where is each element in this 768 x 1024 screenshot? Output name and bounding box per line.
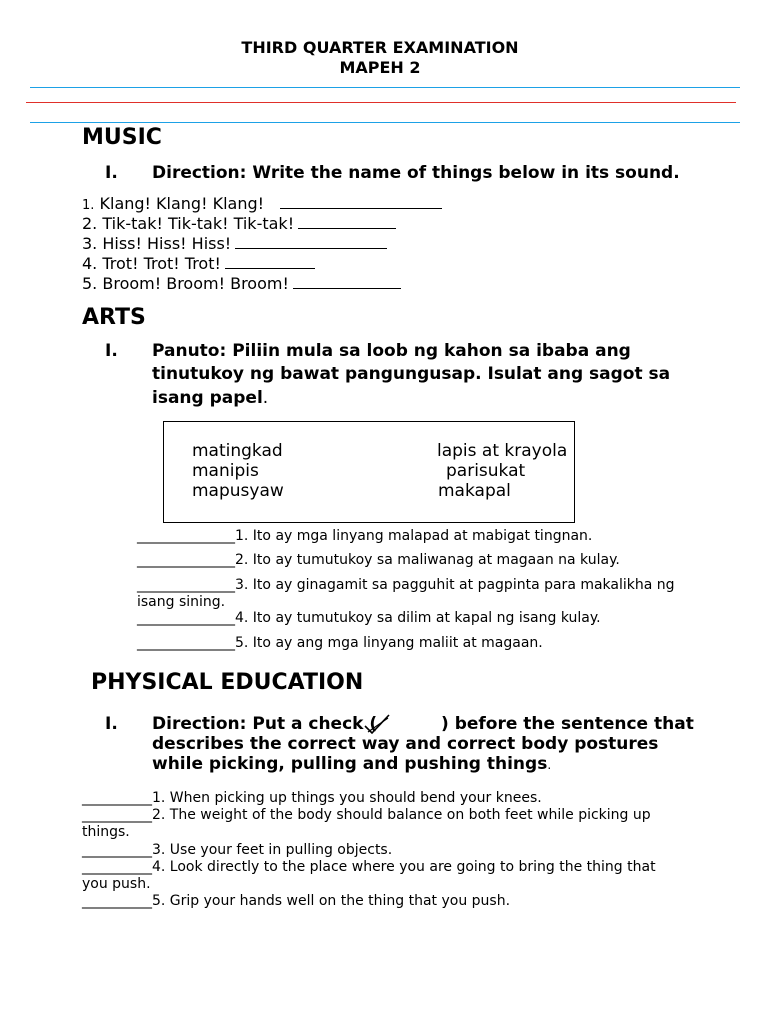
pe-item-5: __________5. Grip your hands well on the thing that you push. <box>82 893 511 909</box>
pe-item-4: __________4. Look directly to the place where you are going to bring the thing that <box>82 859 656 875</box>
blue-divider-top <box>30 87 740 88</box>
arts-item-2: ______________2. Ito ay tumutukoy sa maliwanag at magaan na kulay. <box>137 552 620 568</box>
answer-line[interactable] <box>298 214 396 229</box>
answer-line[interactable] <box>280 194 442 209</box>
blue-divider-bottom <box>30 122 740 123</box>
arts-heading: ARTS <box>82 305 146 330</box>
pe-item-3: __________3. Use your feet in pulling objects. <box>82 842 393 858</box>
arts-item-3: ______________3. Ito ay ginagamit sa pagguhit at pagpinta para makalikha ng <box>137 577 675 593</box>
check-mark-icon <box>362 712 392 736</box>
pe-item-1: __________1. When picking up things you should bend your knees. <box>82 790 542 806</box>
music-item-1: 1. Klang! Klang! Klang! <box>82 194 442 213</box>
answer-blank[interactable]: __________ <box>82 807 152 823</box>
pe-direction-line-3: while picking, pulling and pushing things. <box>152 754 552 774</box>
music-heading: MUSIC <box>82 125 162 150</box>
answer-blank[interactable]: ______________ <box>137 577 235 593</box>
arts-item-5: ______________5. Ito ay ang mga linyang maliit at magaan. <box>137 635 543 651</box>
choice-left-3: mapusyaw <box>192 481 284 501</box>
pe-item-2: __________2. The weight of the body should balance on both feet while picking up <box>82 807 651 823</box>
answer-blank[interactable]: __________ <box>82 842 152 858</box>
arts-numeral: I. <box>105 341 118 361</box>
music-numeral: I. <box>105 163 118 183</box>
choice-left-1: matingkad <box>192 441 283 461</box>
exam-title: THIRD QUARTER EXAMINATION <box>241 38 519 57</box>
arts-item-3-cont: isang sining. <box>137 594 226 610</box>
pe-direction-line-1b: ) before the sentence that <box>441 714 694 734</box>
choice-right-1: lapis at krayola <box>437 441 568 461</box>
pe-item-4-cont: you push. <box>82 876 151 892</box>
choice-right-3: makapal <box>438 481 511 501</box>
music-item-2: 2. Tik-tak! Tik-tak! Tik-tak! <box>82 214 396 233</box>
pe-item-2-cont: things. <box>82 824 130 840</box>
choice-left-2: manipis <box>192 461 259 481</box>
pe-numeral: I. <box>105 714 118 734</box>
arts-item-4: ______________4. Ito ay tumutukoy sa dilim at kapal ng isang kulay. <box>137 610 601 626</box>
music-direction: Direction: Write the name of things below in its sound. <box>152 163 680 183</box>
arts-direction-line-2: tinutukoy ng bawat pangungusap. Isulat ang sagot sa <box>152 364 671 384</box>
music-item-4: 4. Trot! Trot! Trot! <box>82 254 315 273</box>
answer-blank[interactable]: __________ <box>82 893 152 909</box>
music-item-3: 3. Hiss! Hiss! Hiss! <box>82 234 387 253</box>
answer-line[interactable] <box>235 234 387 249</box>
answer-blank[interactable]: ______________ <box>137 635 235 651</box>
answer-blank[interactable]: ______________ <box>137 610 235 626</box>
answer-line[interactable] <box>293 274 401 289</box>
pe-direction-line-1a: Direction: Put a check ( <box>152 714 378 734</box>
answer-blank[interactable]: __________ <box>82 859 152 875</box>
pe-direction-line-2: describes the correct way and correct body postures <box>152 734 659 754</box>
arts-item-1: ______________1. Ito ay mga linyang malapad at mabigat tingnan. <box>137 528 593 544</box>
answer-blank[interactable]: __________ <box>82 790 152 806</box>
pe-heading: PHYSICAL EDUCATION <box>91 670 364 695</box>
answer-line[interactable] <box>225 254 315 269</box>
red-divider <box>26 102 736 103</box>
music-item-5: 5. Broom! Broom! Broom! <box>82 274 401 293</box>
answer-blank[interactable]: ______________ <box>137 528 235 544</box>
arts-direction-line-1: Panuto: Piliin mula sa loob ng kahon sa ibaba ang <box>152 341 631 361</box>
answer-blank[interactable]: ______________ <box>137 552 235 568</box>
exam-subtitle: MAPEH 2 <box>339 58 421 77</box>
choice-right-2: parisukat <box>446 461 526 481</box>
arts-direction-line-3: isang papel. <box>152 388 269 408</box>
